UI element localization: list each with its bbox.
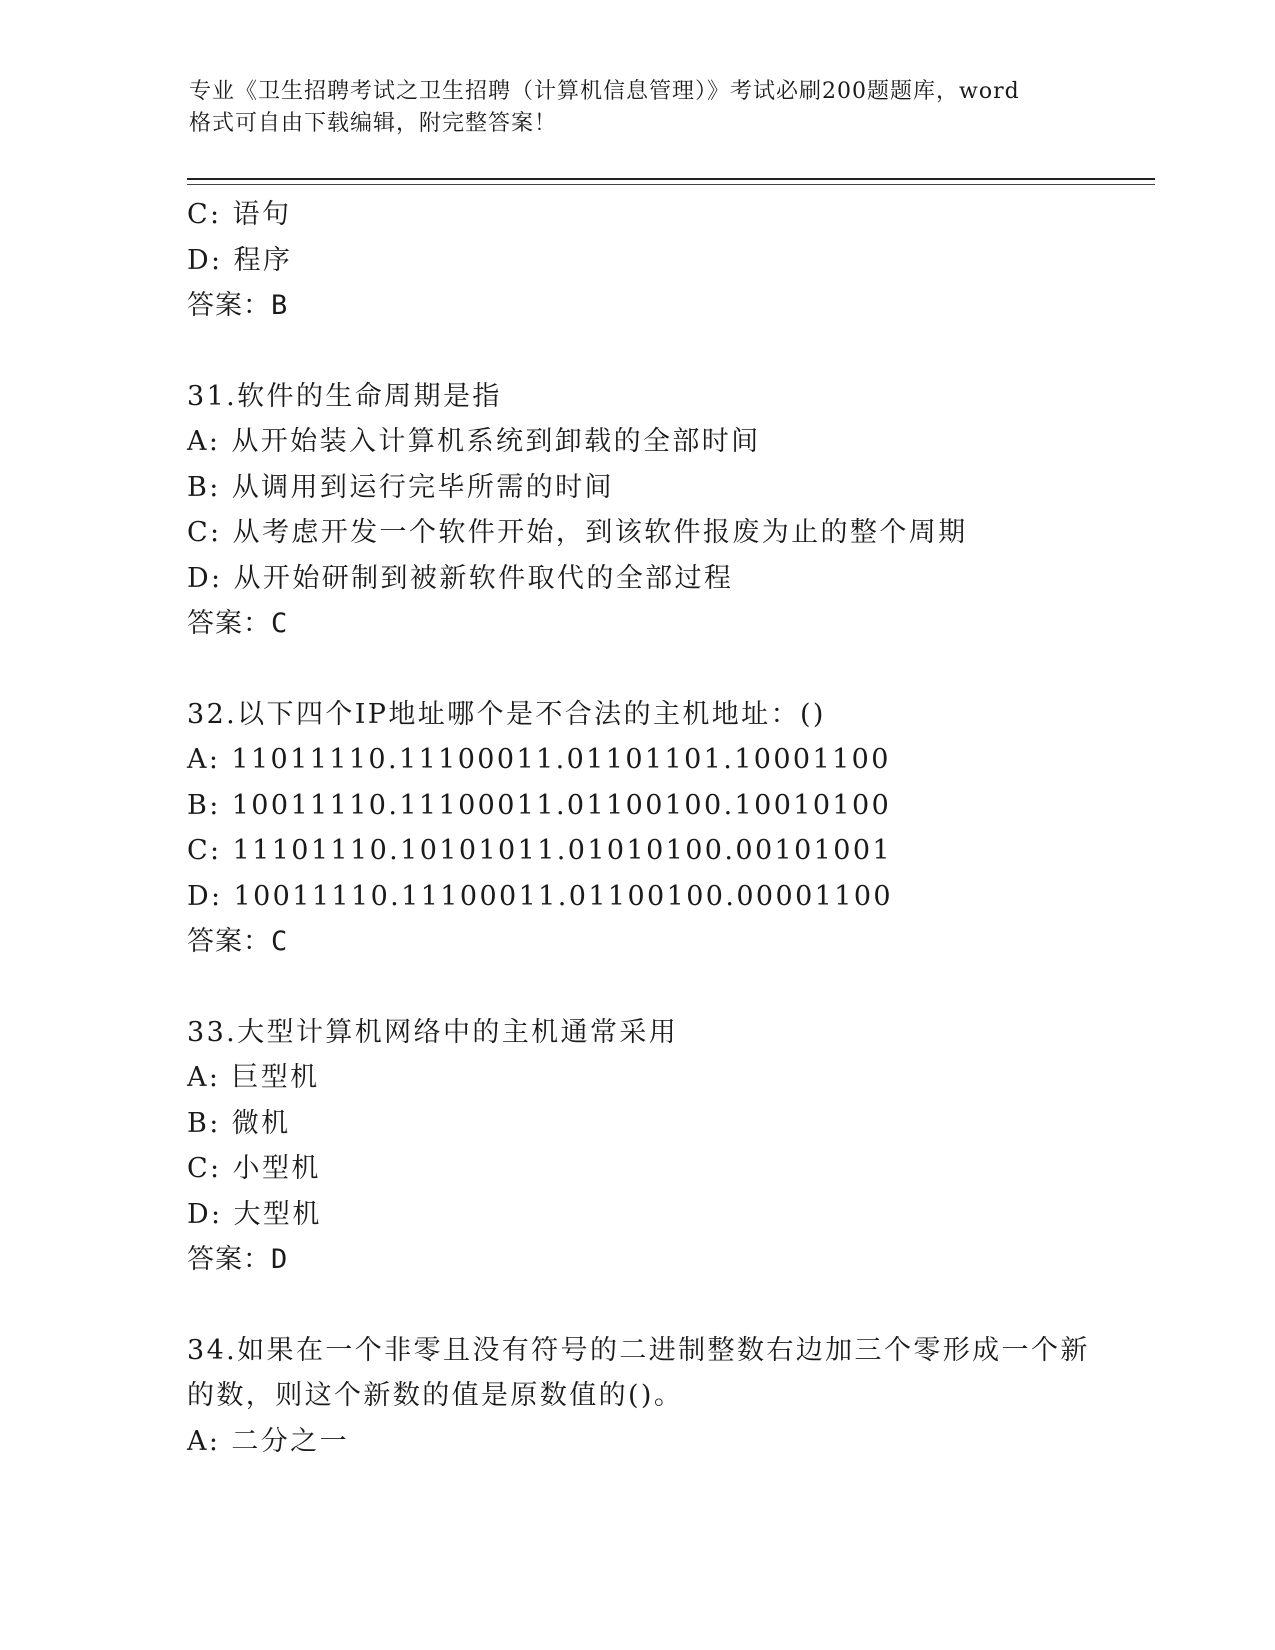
question-content	[187, 192, 1147, 1464]
option-c: C: 小型机	[187, 1153, 321, 1184]
option-b: B: 微机	[187, 1107, 291, 1139]
option-d: D: 程序	[187, 244, 293, 276]
question-33	[187, 1010, 1147, 1283]
option-c: C: 从考虑开发一个软件开始，到该软件报废为止的整个周期	[187, 517, 968, 548]
header-line-2: 格式可自由下载编辑，附完整答案！	[189, 111, 558, 136]
header-rule-thick	[187, 178, 1155, 180]
option-a: A: 二分之一	[187, 1425, 349, 1457]
question-34	[187, 1328, 1147, 1465]
option-b: B: 从调用到运行完毕所需的时间	[187, 471, 614, 503]
question-text: 33.大型计算机网络中的主机通常采用	[187, 1016, 679, 1048]
header-rule-thin	[187, 184, 1155, 185]
question-text-line-1: 34.如果在一个非零且没有符号的二进制整数右边加三个零形成一个新	[187, 1334, 1090, 1366]
question-text: 31.软件的生命周期是指	[187, 380, 502, 412]
option-d: D: 10011110.11100011.01100100.00001100	[187, 880, 893, 912]
option-a: A: 11011110.11100011.01101101.10001100	[187, 744, 891, 775]
question-30-tail	[187, 192, 1147, 329]
option-c: C: 语句	[187, 199, 292, 230]
option-d: D: 从开始研制到被新软件取代的全部过程	[187, 562, 734, 594]
option-c: C: 11101110.10101011.01010100.00101001	[187, 835, 892, 866]
header-line-1: 专业《卫生招聘考试之卫生招聘（计算机信息管理）》考试必刷200题题库，word	[189, 79, 1020, 104]
question-text: 32.以下四个IP地址哪个是不合法的主机地址：()	[187, 698, 826, 730]
option-a: A: 巨型机	[187, 1062, 320, 1093]
question-32	[187, 692, 1147, 965]
answer: 答案：C	[187, 608, 289, 639]
answer: 答案：D	[187, 1244, 289, 1275]
question-31	[187, 374, 1147, 647]
page-header	[189, 76, 1089, 140]
answer: 答案：C	[187, 926, 289, 957]
option-a: A: 从开始装入计算机系统到卸载的全部时间	[187, 426, 761, 457]
option-d: D: 大型机	[187, 1198, 322, 1230]
option-b: B: 10011110.11100011.01100100.10010100	[187, 789, 892, 821]
question-text-line-2: 的数，则这个新数的值是原数值的()。	[187, 1380, 684, 1411]
answer: 答案：B	[187, 290, 289, 321]
